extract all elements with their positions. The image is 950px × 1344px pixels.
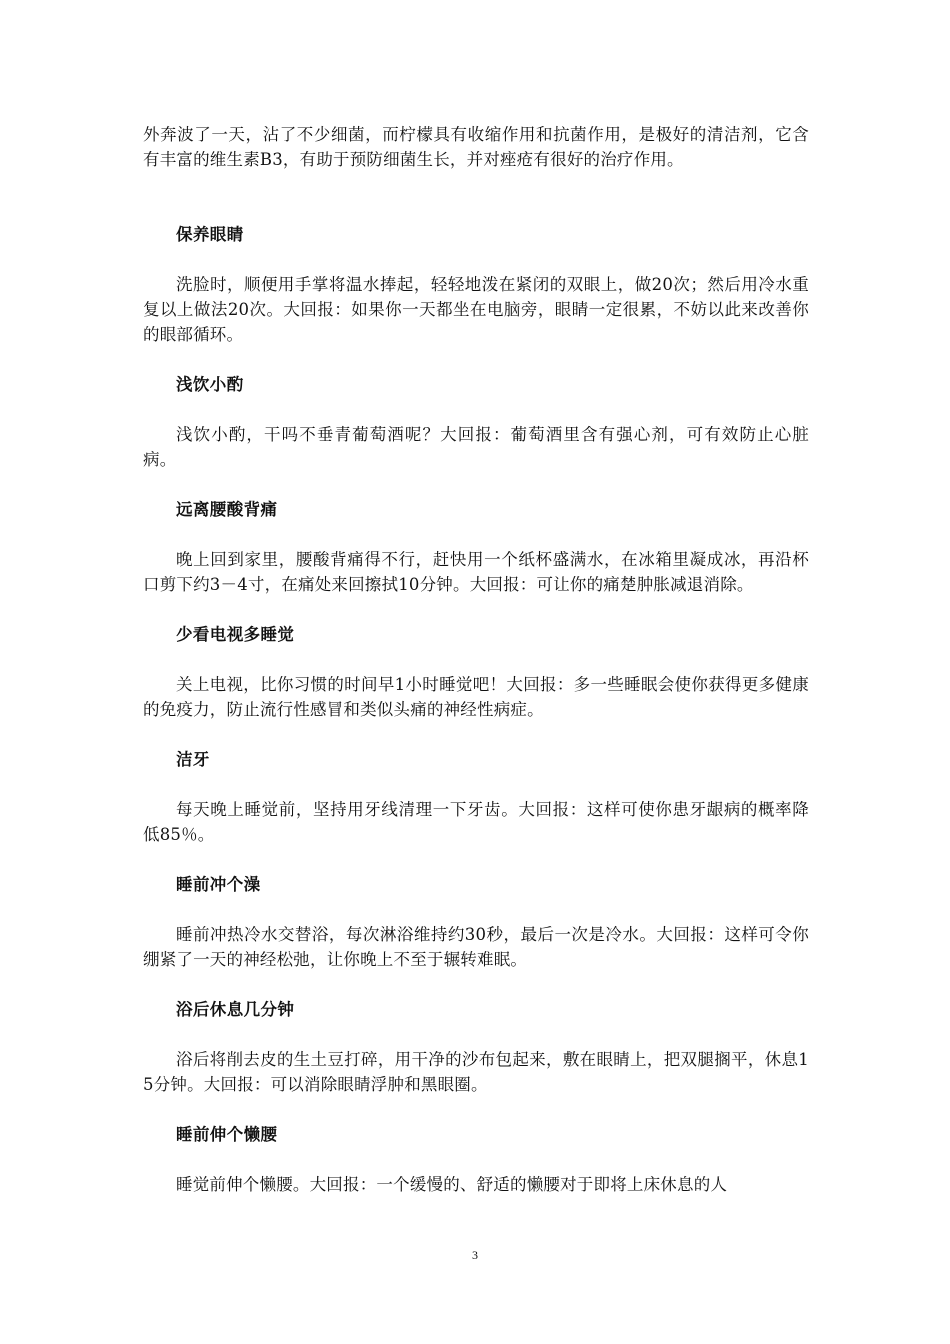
spacer: [143, 522, 809, 547]
paragraph-teeth: 每天晚上睡觉前，坚持用牙线清理一下牙齿。大回报：这样可使你患牙龈病的概率降低85％。: [143, 800, 809, 844]
section-heading-back-pain: 远离腰酸背痛: [176, 500, 278, 519]
paragraph-shower: 睡前冲热冷水交替浴，每次淋浴维持约30秒，最后一次是冷水。大回报：这样可令你绷紧了一天的神经松弛，让你晚上不至于辗转难眠。: [143, 925, 809, 969]
spacer: [143, 647, 809, 672]
document-body: [143, 122, 809, 1197]
spacer: [143, 1022, 809, 1047]
spacer: [143, 172, 809, 222]
paragraph-lemon-continued: 外奔波了一天，沾了不少细菌，而柠檬具有收缩作用和抗菌作用，是极好的清洁剂，它含有丰富的维生素B3，有助于预防细菌生长，并对痤疮有很好的治疗作用。: [143, 125, 809, 169]
section-heading-rest: 浴后休息几分钟: [176, 1000, 295, 1019]
spacer: [143, 722, 809, 747]
paragraph-stretch: 睡觉前伸个懒腰。大回报：一个缓慢的、舒适的懒腰对于即将上床休息的人: [176, 1175, 728, 1194]
section-heading-sleep: 少看电视多睡觉: [176, 625, 295, 644]
spacer: [143, 397, 809, 422]
spacer: [143, 472, 809, 497]
section-heading-wine: 浅饮小酌: [176, 375, 244, 394]
section-heading-eye-care: 保养眼睛: [176, 225, 244, 244]
paragraph-wine: 浅饮小酌，干吗不垂青葡萄酒呢？大回报：葡萄酒里含有强心剂，可有效防止心脏病。: [143, 425, 809, 469]
spacer: [143, 347, 809, 372]
spacer: [143, 897, 809, 922]
spacer: [143, 1097, 809, 1122]
section-heading-stretch: 睡前伸个懒腰: [176, 1125, 278, 1144]
spacer: [143, 972, 809, 997]
spacer: [143, 772, 809, 797]
section-heading-shower: 睡前冲个澡: [176, 875, 261, 894]
paragraph-sleep: 关上电视，比你习惯的时间早1小时睡觉吧！大回报：多一些睡眠会使你获得更多健康的免疫力，防止流行性感冒和类似头痛的神经性病症。: [143, 675, 809, 719]
paragraph-back-pain: 晚上回到家里，腰酸背痛得不行，赶快用一个纸杯盛满水，在冰箱里凝成冰，再沿杯口剪下约3－4寸，在痛处来回擦拭10分钟。大回报：可让你的痛楚肿胀减退消除。: [143, 550, 809, 594]
spacer: [143, 597, 809, 622]
paragraph-eye-care: 洗脸时，顺便用手掌将温水捧起，轻轻地泼在紧闭的双眼上，做20次；然后用冷水重复以上做法20次。大回报：如果你一天都坐在电脑旁，眼睛一定很累，不妨以此来改善你的眼部循环。: [143, 275, 809, 344]
spacer: [143, 247, 809, 272]
spacer: [143, 1147, 809, 1172]
page-number: 3: [472, 1248, 478, 1262]
section-heading-teeth: 洁牙: [176, 750, 210, 769]
paragraph-rest: 浴后将削去皮的生土豆打碎，用干净的沙布包起来，敷在眼睛上，把双腿搁平，休息15分钟。大回报：可以消除眼睛浮肿和黑眼圈。: [143, 1050, 809, 1094]
spacer: [143, 847, 809, 872]
